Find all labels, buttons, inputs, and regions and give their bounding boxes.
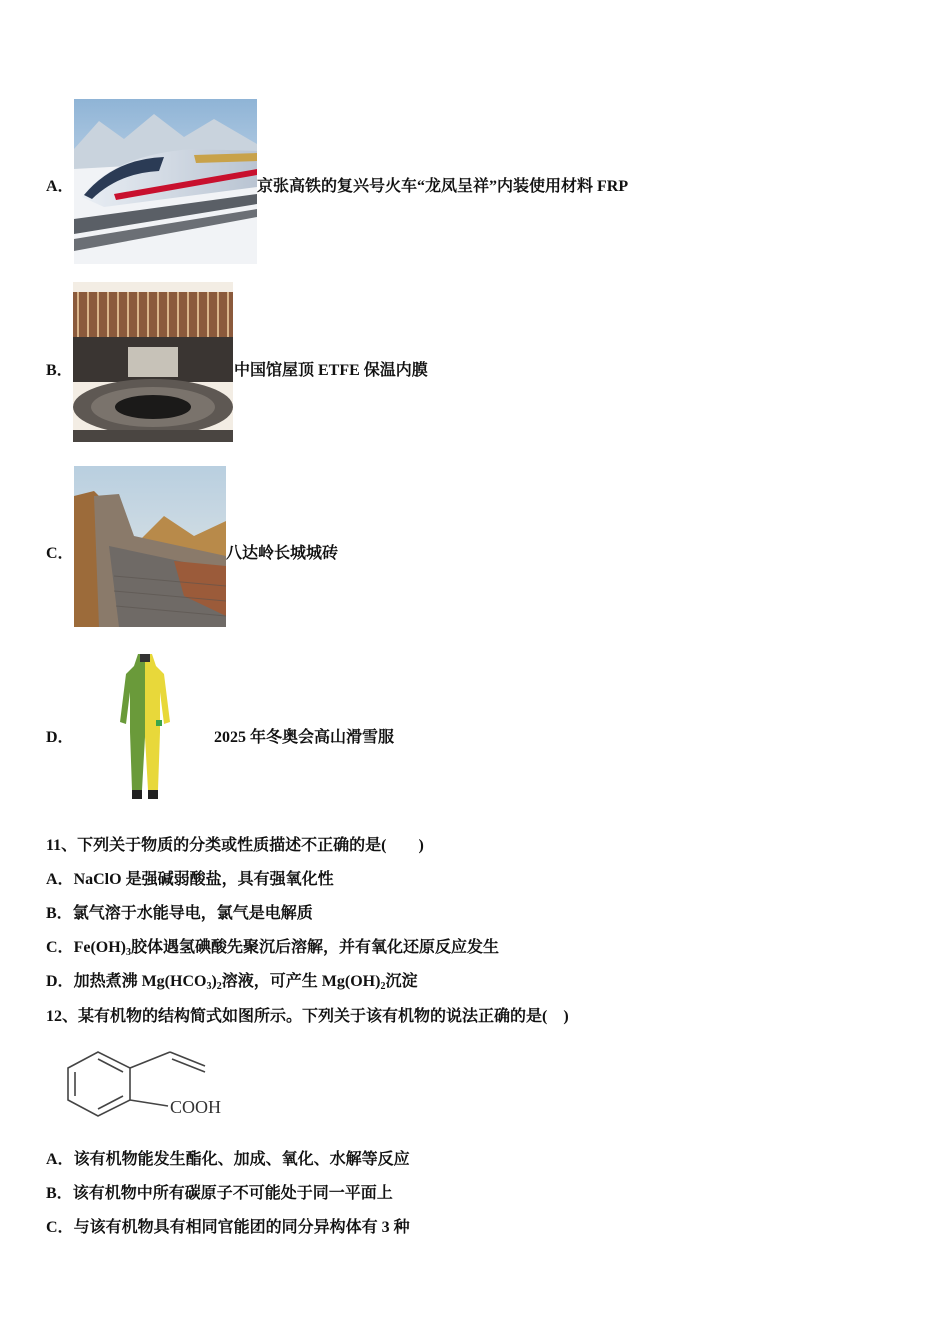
q11-option-c (46, 938, 499, 958)
q11-option-c-sub: 3 (125, 947, 131, 958)
q12-stem: 12、某有机物的结构简式如图所示。下列关于该有机物的说法正确的是( ) (46, 1008, 569, 1025)
q11-option-d-text-post: 沉淀 (385, 973, 418, 990)
q11-option-d (46, 972, 417, 992)
q12-option-c-label: C． (46, 1219, 74, 1236)
q12-option-a-label: A． (46, 1151, 74, 1168)
q11-stem: 11、下列关于物质的分类或性质描述不正确的是( ) (46, 837, 424, 854)
q11-option-b-label: B． (46, 905, 73, 922)
q11-option-d-label: D． (46, 973, 74, 990)
q12-option-c (46, 1218, 410, 1238)
option-c-text: 八达岭长城城砖 (226, 545, 339, 562)
q12-option-a (46, 1150, 410, 1170)
option-c-label: C． (46, 545, 74, 562)
q11-option-a-label: A． (46, 871, 74, 888)
option-a-label: A． (46, 178, 74, 195)
option-a-text: 京张高铁的复兴号火车“龙凤呈祥”内装使用材料 FRP (257, 178, 629, 195)
q11-option-d-sub1: 3 (206, 981, 212, 992)
q12-option-c-text: 与该有机物具有相同官能团的同分异构体有 3 种 (73, 1219, 410, 1236)
q11-option-d-sub3: 2 (380, 981, 386, 992)
option-b-text: 中国馆屋顶 ETFE 保温内膜 (234, 362, 428, 379)
q11-option-c-text-pre: Fe(OH) (73, 939, 126, 956)
q11-option-c-label: C． (46, 939, 74, 956)
cooh-label: COOH (170, 1097, 222, 1117)
q12-option-a-text: 该有机物能发生酯化、加成、氧化、水解等反应 (73, 1151, 410, 1168)
q11-option-a (46, 870, 334, 890)
option-d-label: D． (46, 729, 74, 746)
q11-option-b (46, 904, 313, 924)
great-wall-photo (74, 466, 226, 627)
q12-option-b-text: 该有机物中所有碳原子不可能处于同一平面上 (72, 1185, 393, 1202)
q12-option-b-label: B． (46, 1185, 73, 1202)
option-d-text: 2025 年冬奥会高山滑雪服 (214, 729, 395, 746)
ski-suit-photo (114, 652, 176, 802)
q11-option-c-text-post: 胶体遇氢碘酸先聚沉后溶解，并有氧化还原反应发生 (130, 939, 499, 956)
q11-option-d-text-mid2: 溶液，可产生 Mg(OH) (221, 973, 381, 990)
q11-option-d-text-pre: 加热煮沸 Mg(HCO (73, 973, 207, 990)
structural-formula (60, 1046, 250, 1122)
china-pavilion-photo (73, 282, 233, 442)
high-speed-train-photo (74, 99, 257, 264)
q12-option-b (46, 1184, 393, 1204)
q11-option-a-text: NaClO 是强碱弱酸盐，具有强氧化性 (73, 871, 334, 888)
q11-option-d-text-mid: ) (211, 973, 217, 990)
option-b-label: B． (46, 362, 73, 379)
q11-option-b-text: 氯气溶于水能导电，氯气是电解质 (72, 905, 313, 922)
q11-option-d-sub2: 2 (216, 981, 222, 992)
